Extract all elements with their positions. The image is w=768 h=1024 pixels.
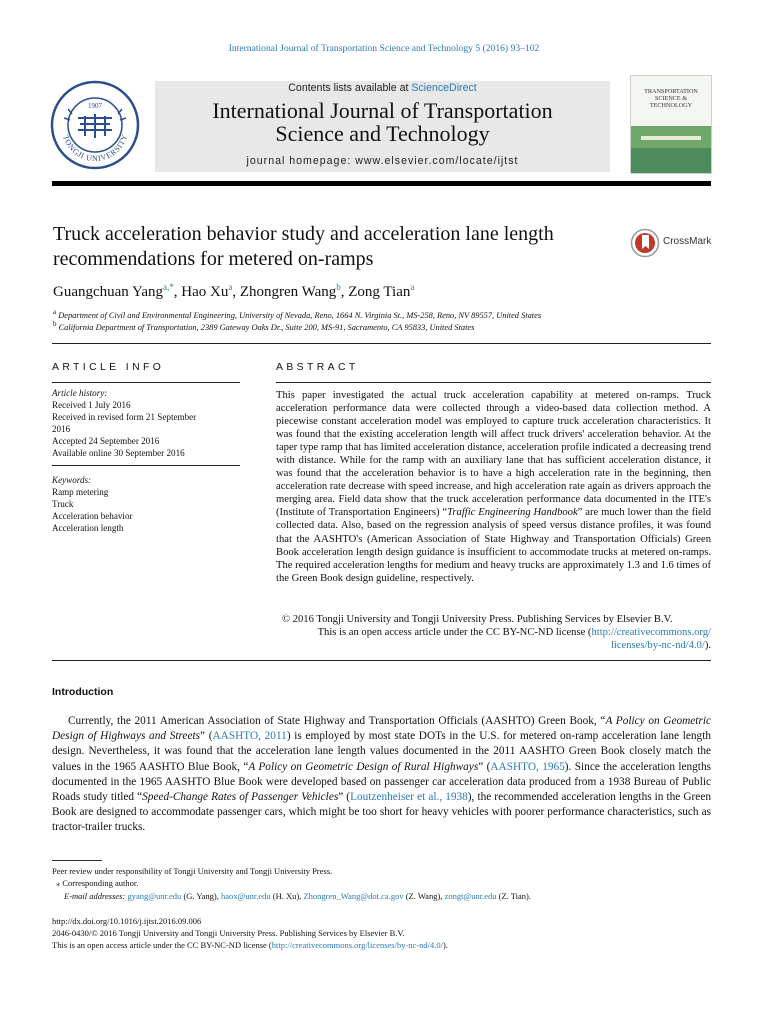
author[interactable]: Zhongren Wang$^b$ <box>239 282 341 300</box>
email-link[interactable]: haox@unr.edu <box>220 891 271 901</box>
keyword: Acceleration behavior <box>52 511 133 521</box>
open-access-line: This is an open access article under the CC BY-NC-ND license (http://creativecommons.org/licenses/by-nc-nd/4.0/). <box>52 940 448 950</box>
affiliation-b: $^b$ California Department of Transportation, 2389 Gateway Oaks Dr., Suite 200, MS-91, Sacramento, CA 95833, United States <box>53 320 475 332</box>
affiliation-a: $^a$ Department of Civil and Environmental Engineering, University of Nevada, Reno, 1664 N. Virginia St., MS-258, Reno, NV 89557, United States <box>53 308 542 320</box>
article-info-heading: ARTICLE INFO <box>52 362 165 373</box>
history-item: Available online 30 September 2016 <box>52 448 185 458</box>
history-item: Received in revised form 21 September <box>52 412 197 422</box>
journal-citation-line[interactable]: International Journal of Transportation Science and Technology 5 (2016) 93–102 <box>228 43 540 54</box>
journal-homepage <box>155 155 610 167</box>
citation-link[interactable]: Loutzenheiser et al., 1938 <box>350 791 468 804</box>
keyword: Acceleration length <box>52 523 124 533</box>
footnote-rule <box>52 860 102 861</box>
author-list: Guangchuan Yang$^{a,*}$, Hao Xu$^a$, Zhongren Wang$^b$, Zong Tian$^a$ <box>53 282 415 300</box>
journal-title <box>155 99 610 145</box>
license-link-cont[interactable]: licenses/by-nc-nd/4.0/ <box>610 640 705 651</box>
article-title-line-1: Truck acceleration behavior study and acceleration lane length <box>53 223 554 245</box>
license-line-2: licenses/by-nc-nd/4.0/). <box>610 640 711 651</box>
homepage-url[interactable]: www.elsevier.com/locate/ijtst <box>355 155 519 167</box>
email-link[interactable]: zongt@unr.edu <box>444 891 497 901</box>
keyword: Ramp metering <box>52 487 109 497</box>
seal-text: TONGJI UNIVERSITY <box>61 132 130 164</box>
issn-line: 2046-0430/© 2016 Tongji University and Tongji University Press. Publishing Services by Elsevier B.V. <box>52 928 405 938</box>
citation-link[interactable]: AASHTO, 1965 <box>490 760 565 773</box>
header-divider <box>52 181 711 186</box>
abstract-heading: ABSTRACT <box>276 362 359 373</box>
crossmark-icon <box>630 228 660 258</box>
crossmark-label: CrossMark <box>663 236 712 247</box>
keywords <box>52 474 242 534</box>
tongji-university-seal-icon <box>50 80 140 170</box>
seal-year: 1907 <box>88 102 102 110</box>
abstract-rule <box>276 382 711 383</box>
keyword: Truck <box>52 499 74 509</box>
history-item: 2016 <box>52 424 71 434</box>
license-link[interactable]: http://creativecommons.org/ <box>591 627 711 638</box>
author[interactable]: Zong Tian$^a$ <box>348 282 415 300</box>
article-history <box>52 387 242 459</box>
author[interactable]: Guangchuan Yang$^{a,*}$ <box>53 282 174 300</box>
article-info-rule <box>52 382 240 383</box>
history-item: Accepted 24 September 2016 <box>52 436 160 446</box>
affiliation-divider <box>52 343 711 344</box>
history-item: Received 1 July 2016 <box>52 400 131 410</box>
crossmark-badge[interactable] <box>630 228 715 258</box>
corresponding-author-note: ⁎ Corresponding author. <box>56 878 139 888</box>
copyright-line: © 2016 Tongji University and Tongji University Press. Publishing Services by Elsevier B.V. <box>282 614 673 625</box>
contents-prefix: Contents lists available at <box>288 82 412 94</box>
contents-line <box>155 82 610 94</box>
citation-link[interactable]: AASHTO, 2011 <box>212 730 287 743</box>
email-link[interactable]: Zhongren_Wang@dot.ca.gov <box>303 891 404 901</box>
introduction-paragraph: Currently, the 2011 American Association of State Highway and Transportation Officials (AASHTO) Green Book, “A Policy on Geometric Design of Highways and Streets” (AASHTO, 2011) is employed by most state DOTs in the U.S. for metered on-ramp acceleration lane length design. Nevertheless, it was found that the acceleration lane length values documented in the 2011 AASHTO Green Book closely match the values in the 1965 AASHTO Blue Book, “A Policy on Geometric Design of Rural Highways” (AASHTO, 1965). Since the acceleration lengths documented in the 1965 AASHTO Blue Book were developed based on passenger car acceleration data produced from a 1938 Bureau of Public Roads study titled “Speed-Change Rates of Passenger Vehicles” (Loutzenheiser et al., 1938), the recommended acceleration lengths in the Green Book are designed to accommodate passenger cars, which might be too short for heavy vehicles with poorer performance characteristics, such as tractor-trailer trucks. <box>52 715 711 834</box>
abstract-body: This paper investigated the actual truck acceleration capability at metered on-ramps. Truck acceleration performance data were collected through a video-based data collection method. A piecewise constant acceleration model was employed to capture truck acceleration characteristics. It was found that the existing acceleration length will affect truck drivers' acceleration behavior. At the taper type ramp that has limited acceleration distance, acceleration profile indicated a decreasing trend with distance. While for the ramp with an auxiliary lane that has sufficient acceleration distance, it was found that the acceleration behavior is to have a high acceleration rate in the beginning, then acceleration rate decrease with speed increase, and high acceleration rate again as drivers approach the merging area. Field data show that the truck acceleration performance data documented in the ITE's (Institute of Transportation Engineers) “Traffic Engineering Handbook” are much lower than the field collected data. Also, based on the regression analysis of speed versus distance profiles, it was found that the AASHTO's (American Association of State Highway and Transportation Officials) Green Book acceleration length design guidance is insufficient to accommodate trucks at metered on-ramps. The required acceleration lengths for medium and heavy trucks are approximately 1.3 and 1.6 times of the Green Book design guideline, respectively. <box>276 390 711 584</box>
article-title <box>53 222 623 272</box>
license-line: This is an open access article under the CC BY-NC-ND license (http://creativecommons.org/ <box>317 627 711 638</box>
email-addresses: E-mail addresses: gyang@unr.edu (G. Yang), haox@unr.edu (H. Xu), Zhongren_Wang@dot.ca.gov (Z. Wang), zongt@unr.edu (Z. Tian). <box>64 891 532 901</box>
sciencedirect-link[interactable]: ScienceDirect <box>411 82 477 94</box>
history-label: Article history: <box>52 388 108 398</box>
abstract-bottom-rule <box>52 660 711 661</box>
peer-review-note: Peer review under responsibility of Tongji University and Tongji University Press. <box>52 866 333 876</box>
open-access-link[interactable]: http://creativecommons.org/licenses/by-nc-nd/4.0/ <box>271 940 443 950</box>
homepage-prefix: journal homepage: <box>246 155 356 167</box>
journal-cover-thumbnail <box>630 75 712 174</box>
section-heading-introduction: Introduction <box>52 686 114 698</box>
keywords-label: Keywords: <box>52 475 92 485</box>
keywords-rule <box>52 465 240 466</box>
email-link[interactable]: gyang@unr.edu <box>127 891 182 901</box>
journal-title-line-2: Science and Technology <box>275 121 490 146</box>
article-title-line-2: recommendations for metered on-ramps <box>53 248 374 270</box>
author[interactable]: Hao Xu$^a$ <box>181 282 233 300</box>
journal-title-line-1: International Journal of Transportation <box>212 98 553 123</box>
cover-title: TRANSPORTATION SCIENCE & TECHNOLOGY <box>644 88 698 109</box>
doi-link[interactable]: http://dx.doi.org/10.1016/j.ijtst.2016.09.006 <box>52 916 202 926</box>
